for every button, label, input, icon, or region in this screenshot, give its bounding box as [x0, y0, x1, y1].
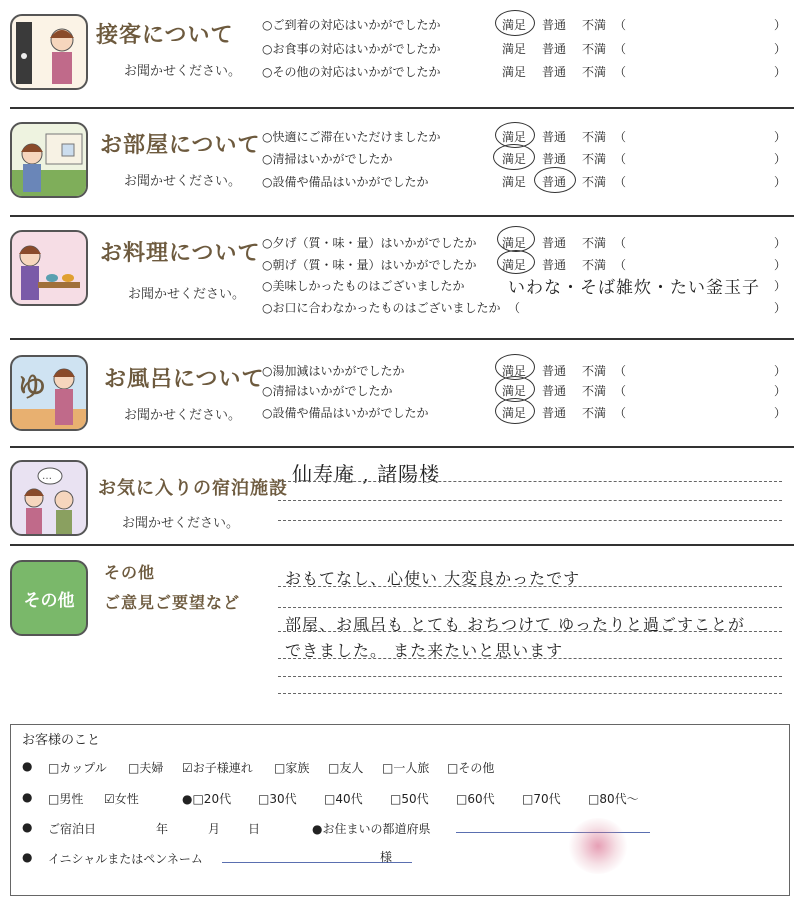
other-title-line1: その他 [104, 563, 156, 582]
rating-bad[interactable]: 不満 [582, 384, 607, 398]
age-60s[interactable]: □60代 [456, 792, 495, 806]
selected-circle [495, 398, 535, 424]
rating-normal[interactable]: 普通 [542, 258, 567, 272]
rating-normal[interactable]: 普通 [542, 152, 567, 166]
rating-good[interactable]: 満足 [502, 175, 527, 189]
paren-open: （ [614, 130, 627, 144]
rating-bad[interactable]: 不満 [582, 65, 607, 79]
favorite-answer: 仙寿庵 , 諸陽楼 [292, 462, 441, 486]
svg-text:…: … [42, 471, 52, 482]
answer-line [278, 631, 782, 632]
rating-bad[interactable]: 不満 [582, 130, 607, 144]
age-20s[interactable]: ●□20代 [182, 792, 232, 806]
answer-line [278, 676, 782, 677]
rating-good[interactable]: 満足 [502, 130, 527, 144]
rating-good[interactable]: 満足 [502, 384, 527, 398]
rating-normal[interactable]: 普通 [542, 130, 567, 144]
comment-line-1: おもてなし、心使い 大変良かったです [285, 569, 581, 588]
bullet: ● [22, 820, 33, 834]
paren-close: ） [774, 236, 787, 250]
answer-line [278, 586, 782, 587]
other-icon [10, 560, 88, 636]
favorite-title: お気に入りの宿泊施設 [98, 478, 288, 499]
companion-friend[interactable]: □友人 [328, 761, 364, 775]
paren-close: ） [774, 301, 787, 315]
selected-circle [534, 167, 576, 193]
rating-bad[interactable]: 不満 [582, 406, 607, 420]
section-divider [10, 215, 794, 217]
food-good-answer: いわな・そば雑炊・たい釜玉子 [508, 278, 760, 298]
reception-q3: ○その他の対応はいかがでしたか [262, 65, 441, 79]
room-q3: ○設備や備品はいかがでしたか [262, 175, 429, 189]
companion-married[interactable]: □夫婦 [128, 761, 164, 775]
bath-q3: ○設備や備品はいかがでしたか [262, 406, 429, 420]
rating-good[interactable]: 満足 [502, 65, 527, 79]
favorite-subtitle: お聞かせください。 [122, 516, 240, 531]
paren-open: （ [614, 18, 627, 32]
age-50s[interactable]: □50代 [390, 792, 429, 806]
age-30s[interactable]: □30代 [258, 792, 297, 806]
paren-close: ） [774, 175, 787, 189]
section-divider [10, 446, 794, 448]
selected-circle [493, 144, 535, 170]
food-subtitle: お聞かせください。 [128, 287, 246, 302]
paren-open: （ [614, 175, 627, 189]
answer-line [278, 607, 782, 608]
rating-normal[interactable]: 普通 [542, 406, 567, 420]
paren-open: （ [614, 65, 627, 79]
rating-normal[interactable]: 普通 [542, 18, 567, 32]
rating-normal[interactable]: 普通 [542, 42, 567, 56]
reception-subtitle: お聞かせください。 [124, 64, 242, 79]
age-40s[interactable]: □40代 [324, 792, 363, 806]
stay-date-label: ご宿泊日 [48, 822, 97, 836]
other-title-line2: ご意見ご要望など [104, 593, 241, 612]
room-title: お部屋について [100, 133, 261, 158]
paren-close: ） [774, 152, 787, 166]
honorific: 様 [380, 850, 393, 864]
paren-close: ） [774, 130, 787, 144]
stay-month[interactable]: 月 [208, 822, 221, 836]
paren-open: （ [614, 42, 627, 56]
selected-circle [495, 10, 535, 36]
paren-open: （ [614, 364, 627, 378]
stay-year[interactable]: 年 [156, 822, 169, 836]
paren-open: （ [614, 406, 627, 420]
answer-line [278, 481, 782, 482]
rating-bad[interactable]: 不満 [582, 236, 607, 250]
other-icon-label: その他 [23, 591, 75, 611]
companion-family[interactable]: □家族 [274, 761, 310, 775]
section-divider [10, 107, 794, 109]
stay-day[interactable]: 日 [248, 822, 261, 836]
rating-bad[interactable]: 不満 [582, 42, 607, 56]
rating-normal[interactable]: 普通 [542, 175, 567, 189]
paren-close: ） [774, 18, 787, 32]
paren-open: （ [614, 384, 627, 398]
rating-good[interactable]: 満足 [502, 258, 527, 272]
food-q2: ○朝げ（質・味・量）はいかがでしたか [262, 258, 477, 272]
rating-good[interactable]: 満足 [502, 152, 527, 166]
paren-close: ） [774, 258, 787, 272]
section-divider [10, 544, 794, 546]
room-subtitle: お聞かせください。 [124, 174, 242, 189]
bath-q2: ○清掃はいかがでしたか [262, 384, 393, 398]
reception-title: 接客について [96, 23, 234, 48]
paren-close: ） [774, 406, 787, 420]
paren-open: （ [508, 301, 521, 315]
rating-good[interactable]: 満足 [502, 364, 527, 378]
companion-other[interactable]: □その他 [447, 761, 495, 775]
companion-couple[interactable]: □カップル [48, 761, 107, 775]
food-q3: ○美味しかったものはございましたか [262, 279, 465, 293]
bullet: ● [22, 850, 33, 864]
name-label: イニシャルまたはペンネーム [48, 852, 203, 866]
room-q1: ○快適にご滞在いただけましたか [262, 130, 441, 144]
customer-info-box [10, 724, 790, 896]
companion-with-children[interactable]: ☑お子様連れ [182, 761, 253, 775]
paren-close: ） [774, 65, 787, 79]
bath-q1: ○湯加減はいかがでしたか [262, 364, 405, 378]
rating-bad[interactable]: 不満 [582, 175, 607, 189]
paren-open: （ [614, 258, 627, 272]
comment-line-2: 部屋、お風呂も とても おちつけて ゆったりと過ごすことが [285, 615, 745, 634]
paren-close: ） [774, 42, 787, 56]
answer-line [278, 520, 782, 521]
paren-open: （ [614, 236, 627, 250]
bullet: ● [22, 759, 33, 773]
food-q4: ○お口に合わなかったものはございましたか [262, 301, 501, 315]
bullet: ● [22, 790, 33, 804]
rating-good[interactable]: 満足 [502, 406, 527, 420]
rating-good[interactable]: 満足 [502, 18, 527, 32]
paren-open: （ [614, 152, 627, 166]
answer-line [278, 658, 782, 659]
reception-q2: ○お食事の対応はいかがでしたか [262, 42, 441, 56]
paren-close: ） [774, 384, 787, 398]
bath-title: お風呂について [104, 367, 265, 392]
gender-female[interactable]: ☑女性 [104, 792, 139, 806]
rating-normal[interactable]: 普通 [542, 236, 567, 250]
customer-title: お客様のこと [22, 733, 101, 748]
rating-bad[interactable]: 不満 [582, 364, 607, 378]
paren-close: ） [774, 364, 787, 378]
age-80s[interactable]: □80代〜 [588, 792, 639, 806]
reception-q1: ○ご到着の対応はいかがでしたか [262, 18, 441, 32]
room-icon [10, 122, 88, 198]
answer-line [278, 693, 782, 694]
room-q2: ○清掃はいかがでしたか [262, 152, 393, 166]
rating-normal[interactable]: 普通 [542, 364, 567, 378]
rating-normal[interactable]: 普通 [542, 384, 567, 398]
rating-bad[interactable]: 不満 [582, 258, 607, 272]
companion-solo[interactable]: □一人旅 [382, 761, 430, 775]
prefecture-label: ●お住まいの都道府県 [312, 822, 431, 836]
comment-line-3: できました。 また来たいと思います [285, 641, 564, 660]
rating-good[interactable]: 満足 [502, 42, 527, 56]
food-icon [10, 230, 88, 306]
ink-stain [568, 818, 628, 874]
rating-normal[interactable]: 普通 [542, 65, 567, 79]
bath-icon [10, 355, 88, 431]
paren-close: ） [774, 279, 787, 293]
favorite-icon [10, 460, 88, 536]
selected-circle [497, 250, 535, 274]
age-70s[interactable]: □70代 [522, 792, 561, 806]
rating-bad[interactable]: 不満 [582, 18, 607, 32]
bath-icon-glyph: ゆ [18, 370, 47, 403]
rating-good[interactable]: 満足 [502, 236, 527, 250]
rating-bad[interactable]: 不満 [582, 152, 607, 166]
section-divider [10, 338, 794, 340]
food-title: お料理について [100, 241, 261, 266]
gender-male[interactable]: □男性 [48, 792, 84, 806]
food-q1: ○夕げ（質・味・量）はいかがでしたか [262, 236, 477, 250]
selected-circle [497, 226, 535, 252]
reception-icon [10, 14, 88, 90]
answer-line [278, 500, 782, 501]
bath-subtitle: お聞かせください。 [124, 408, 242, 423]
